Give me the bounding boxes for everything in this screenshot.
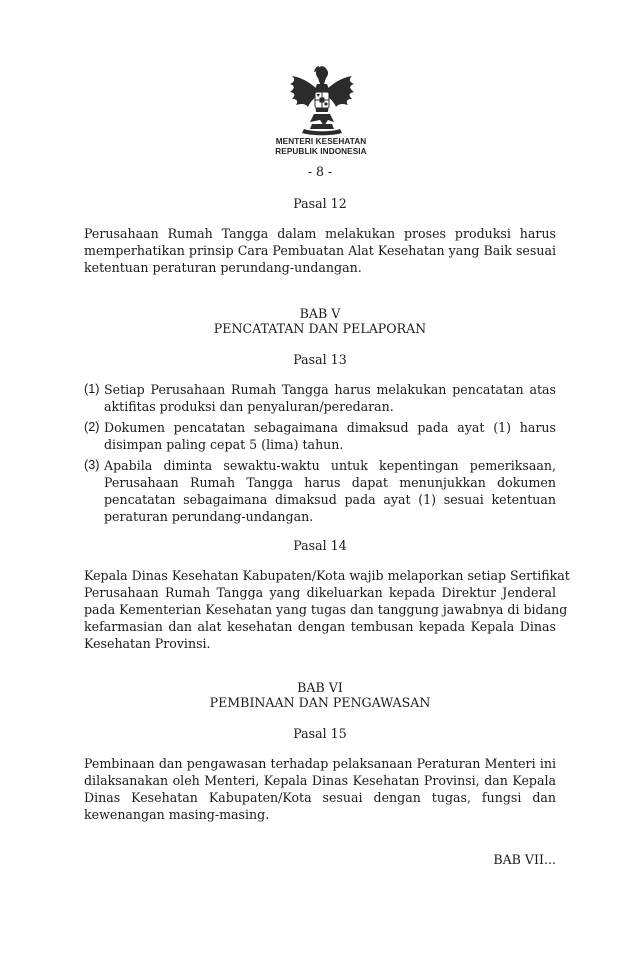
pasal-13-item-1-line-2: aktifitas produksi dan penyaluran/peredaran. <box>104 399 394 414</box>
pasal-13-item-2-number: (2) <box>84 420 100 434</box>
pasal-14-title: Pasal 14 <box>293 538 347 553</box>
pasal-13-item-2-line-1: Dokumen pencatatan sebagaimana dimaksud pada ayat (1) harus <box>104 420 556 435</box>
ministry-line-2: REPUBLIK INDONESIA <box>275 146 367 156</box>
pasal-14-line-3: pada Kementerian Kesehatan yang tugas dan tanggung jawabnya di bidang <box>84 602 568 617</box>
pasal-15-title: Pasal 15 <box>293 726 347 741</box>
pasal-15-line-3: Dinas Kesehatan Kabupaten/Kota sesuai dengan tugas, fungsi dan <box>84 790 556 805</box>
pasal-13-title: Pasal 13 <box>293 352 347 367</box>
page-number: - 8 - <box>307 164 333 179</box>
bab-5-title: BAB V <box>299 306 341 321</box>
bab-6-title: BAB VI <box>297 680 343 695</box>
pasal-13-item-3-line-1: Apabila diminta sewaktu-waktu untuk kepentingan pemeriksaan, <box>104 458 556 473</box>
pasal-13-item-3-line-2: Perusahaan Rumah Tangga harus dapat menunjukkan dokumen <box>104 475 556 490</box>
garuda-emblem-icon <box>284 62 360 136</box>
pasal-13-item-3-line-3: pencatatan sebagaimana dimaksud pada ayat (1) sesuai ketentuan <box>104 492 556 507</box>
pasal-14-line-5: Kesehatan Provinsi. <box>84 636 211 651</box>
pasal-12-line-3: ketentuan peraturan perundang-undangan. <box>84 260 362 275</box>
pasal-13-item-3-number: (3) <box>84 458 100 472</box>
next-page-reference: BAB VII... <box>493 852 556 867</box>
pasal-15-line-4: kewenangan masing-masing. <box>84 807 270 822</box>
pasal-12-title: Pasal 12 <box>293 196 347 211</box>
ministry-line-1: MENTERI KESEHATAN <box>275 137 367 146</box>
pasal-12-line-1: Perusahaan Rumah Tangga dalam melakukan proses produksi harus <box>84 226 556 241</box>
pasal-14-line-4: kefarmasian dan alat kesehatan dengan tembusan kepada Kepala Dinas <box>84 619 556 634</box>
pasal-14-line-2: Perusahaan Rumah Tangga yang dikeluarkan kepada Direktur Jenderal <box>84 585 556 600</box>
pasal-12-line-2: memperhatikan prinsip Cara Pembuatan Alat Kesehatan yang Baik sesuai <box>84 243 556 258</box>
pasal-13-item-2-line-2: disimpan paling cepat 5 (lima) tahun. <box>104 437 344 452</box>
pasal-13-item-3-line-4: peraturan perundang-undangan. <box>104 509 314 524</box>
pasal-13-item-1-number: (1) <box>84 382 100 396</box>
bab-6-subtitle: PEMBINAAN DAN PENGAWASAN <box>209 695 431 710</box>
pasal-15-line-1: Pembinaan dan pengawasan terhadap pelaksanaan Peraturan Menteri ini <box>84 756 556 771</box>
pasal-15-line-2: dilaksanakan oleh Menteri, Kepala Dinas Kesehatan Provinsi, dan Kepala <box>84 773 556 788</box>
ministry-label <box>260 137 382 156</box>
bab-5-subtitle: PENCATATAN DAN PELAPORAN <box>213 321 427 336</box>
pasal-13-item-1-line-1: Setiap Perusahaan Rumah Tangga harus melakukan pencatatan atas <box>104 382 556 397</box>
pasal-14-line-1: Kepala Dinas Kesehatan Kabupaten/Kota wajib melaporkan setiap Sertifikat <box>84 568 570 583</box>
